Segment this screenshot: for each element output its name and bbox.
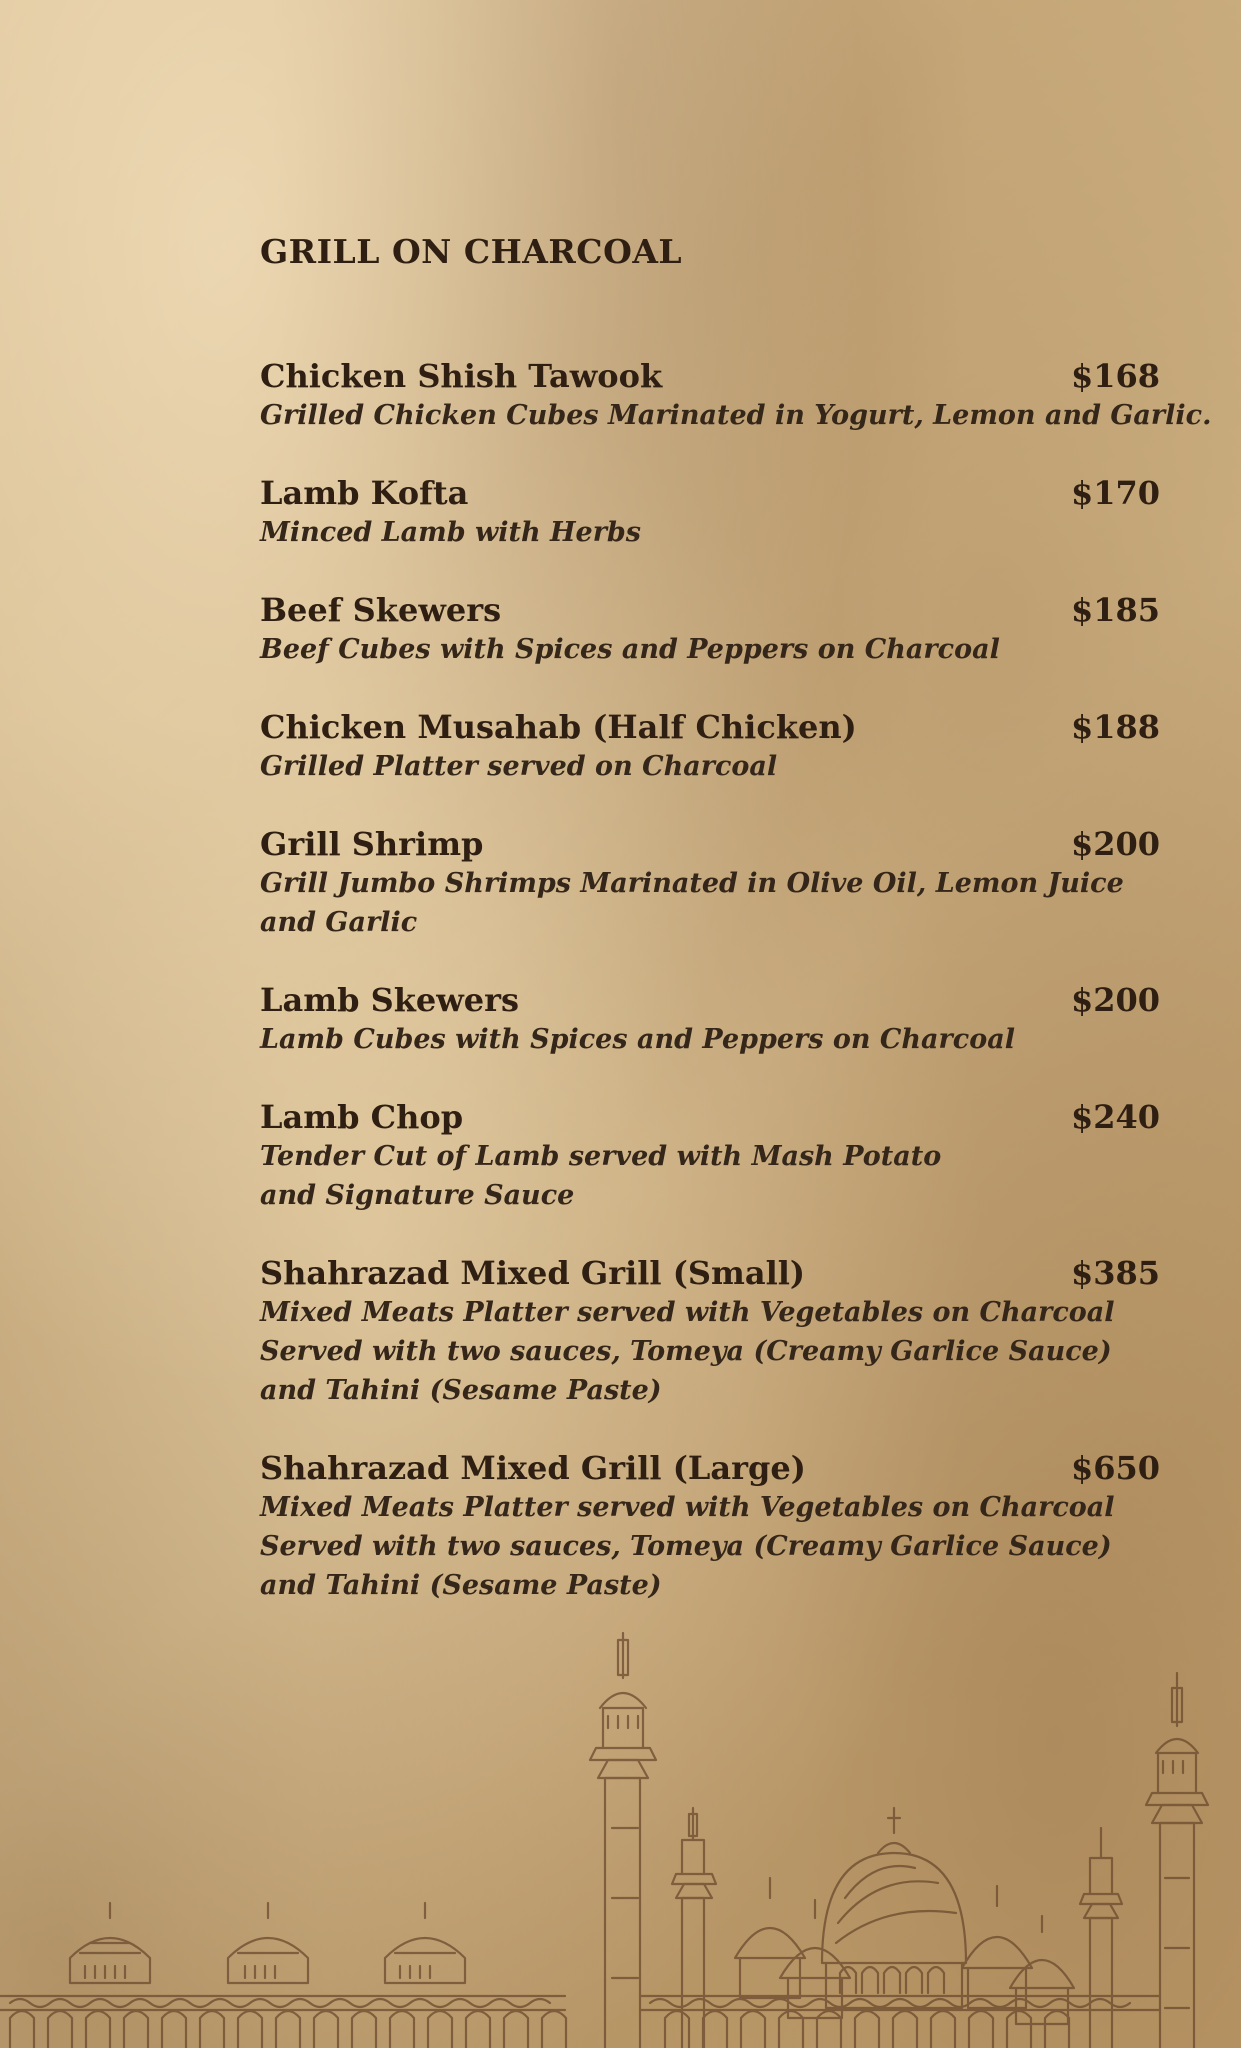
menu-item-description-line: and Tahini (Sesame Paste)	[260, 1375, 662, 1406]
menu-item-description	[260, 1293, 1115, 1410]
menu-item-name: Grill Shrimp	[260, 825, 484, 863]
menu-item-header	[260, 356, 1160, 396]
menu-item-description	[260, 396, 1212, 435]
menu-item-price: $188	[1070, 708, 1160, 746]
menu-item-description-line: Mixed Meats Platter served with Vegetables on Charcoal	[260, 1297, 1115, 1328]
menu-item	[260, 356, 1212, 435]
menu-item-price: $185	[1070, 591, 1160, 629]
menu-item-price: $650	[1070, 1449, 1160, 1487]
menu-item-description-line: and Tahini (Sesame Paste)	[260, 1570, 662, 1601]
menu-item-description-line: Served with two sauces, Tomeya (Creamy Garlice Sauce)	[260, 1531, 1112, 1562]
menu-item	[260, 707, 1160, 786]
menu-item-description-line: Minced Lamb with Herbs	[260, 517, 641, 548]
menu-item-name: Chicken Shish Tawook	[260, 357, 663, 395]
menu-item	[260, 473, 1160, 552]
menu-item-description-line: Grilled Chicken Cubes Marinated in Yogurt, Lemon and Garlic.	[260, 400, 1212, 431]
menu-item-price: $240	[1070, 1098, 1160, 1136]
menu-item-name: Lamb Kofta	[260, 474, 469, 512]
menu-item-description	[260, 747, 1060, 786]
menu-item	[260, 1253, 1160, 1410]
menu-item-header	[260, 1448, 1160, 1488]
menu-item-description-line: Grilled Platter served on Charcoal	[260, 751, 778, 782]
menu-item-name: Lamb Chop	[260, 1098, 464, 1136]
menu-list	[260, 356, 1212, 1643]
menu-item	[260, 980, 1160, 1059]
menu-item-name: Shahrazad Mixed Grill (Large)	[260, 1449, 806, 1487]
menu-item-description	[260, 513, 1060, 552]
menu-item-description	[260, 630, 1060, 669]
menu-item-description-line: and Garlic	[260, 907, 418, 938]
menu-item-description	[260, 1137, 1060, 1215]
menu-item-name: Shahrazad Mixed Grill (Small)	[260, 1254, 806, 1292]
menu-item-header	[260, 590, 1160, 630]
menu-item-price: $168	[1070, 357, 1160, 395]
menu-item-description-line: Mixed Meats Platter served with Vegetables on Charcoal	[260, 1492, 1115, 1523]
menu-item-price: $385	[1070, 1254, 1160, 1292]
menu-item-price: $200	[1070, 981, 1160, 1019]
menu-item-description	[260, 1020, 1060, 1059]
section-title: GRILL ON CHARCOAL	[260, 232, 683, 271]
menu-item-description-line: Served with two sauces, Tomeya (Creamy Garlice Sauce)	[260, 1336, 1112, 1367]
menu-item-name: Lamb Skewers	[260, 981, 520, 1019]
menu-item-name: Chicken Musahab (Half Chicken)	[260, 708, 857, 746]
menu-item-description-line: Beef Cubes with Spices and Peppers on Charcoal	[260, 634, 1000, 665]
menu-item-price: $170	[1070, 474, 1160, 512]
menu-item-description	[260, 864, 1124, 942]
menu-item-description-line: Grill Jumbo Shrimps Marinated in Olive Oil, Lemon Juice	[260, 868, 1124, 899]
menu-item-header	[260, 707, 1160, 747]
menu-item	[260, 824, 1160, 942]
menu-item-header	[260, 980, 1160, 1020]
menu-item-description-line: Lamb Cubes with Spices and Peppers on Charcoal	[260, 1024, 1015, 1055]
menu-item-header	[260, 824, 1160, 864]
menu-item	[260, 1097, 1160, 1215]
menu-item-description-line: Tender Cut of Lamb served with Mash Potato	[260, 1141, 942, 1172]
menu-item-description-line: and Signature Sauce	[260, 1180, 575, 1211]
menu-item-price: $200	[1070, 825, 1160, 863]
menu-item-header	[260, 473, 1160, 513]
menu-item-header	[260, 1097, 1160, 1137]
mosque-skyline-icon	[0, 1578, 1241, 2048]
menu-item-name: Beef Skewers	[260, 591, 502, 629]
menu-item	[260, 590, 1160, 669]
menu-item-header	[260, 1253, 1160, 1293]
